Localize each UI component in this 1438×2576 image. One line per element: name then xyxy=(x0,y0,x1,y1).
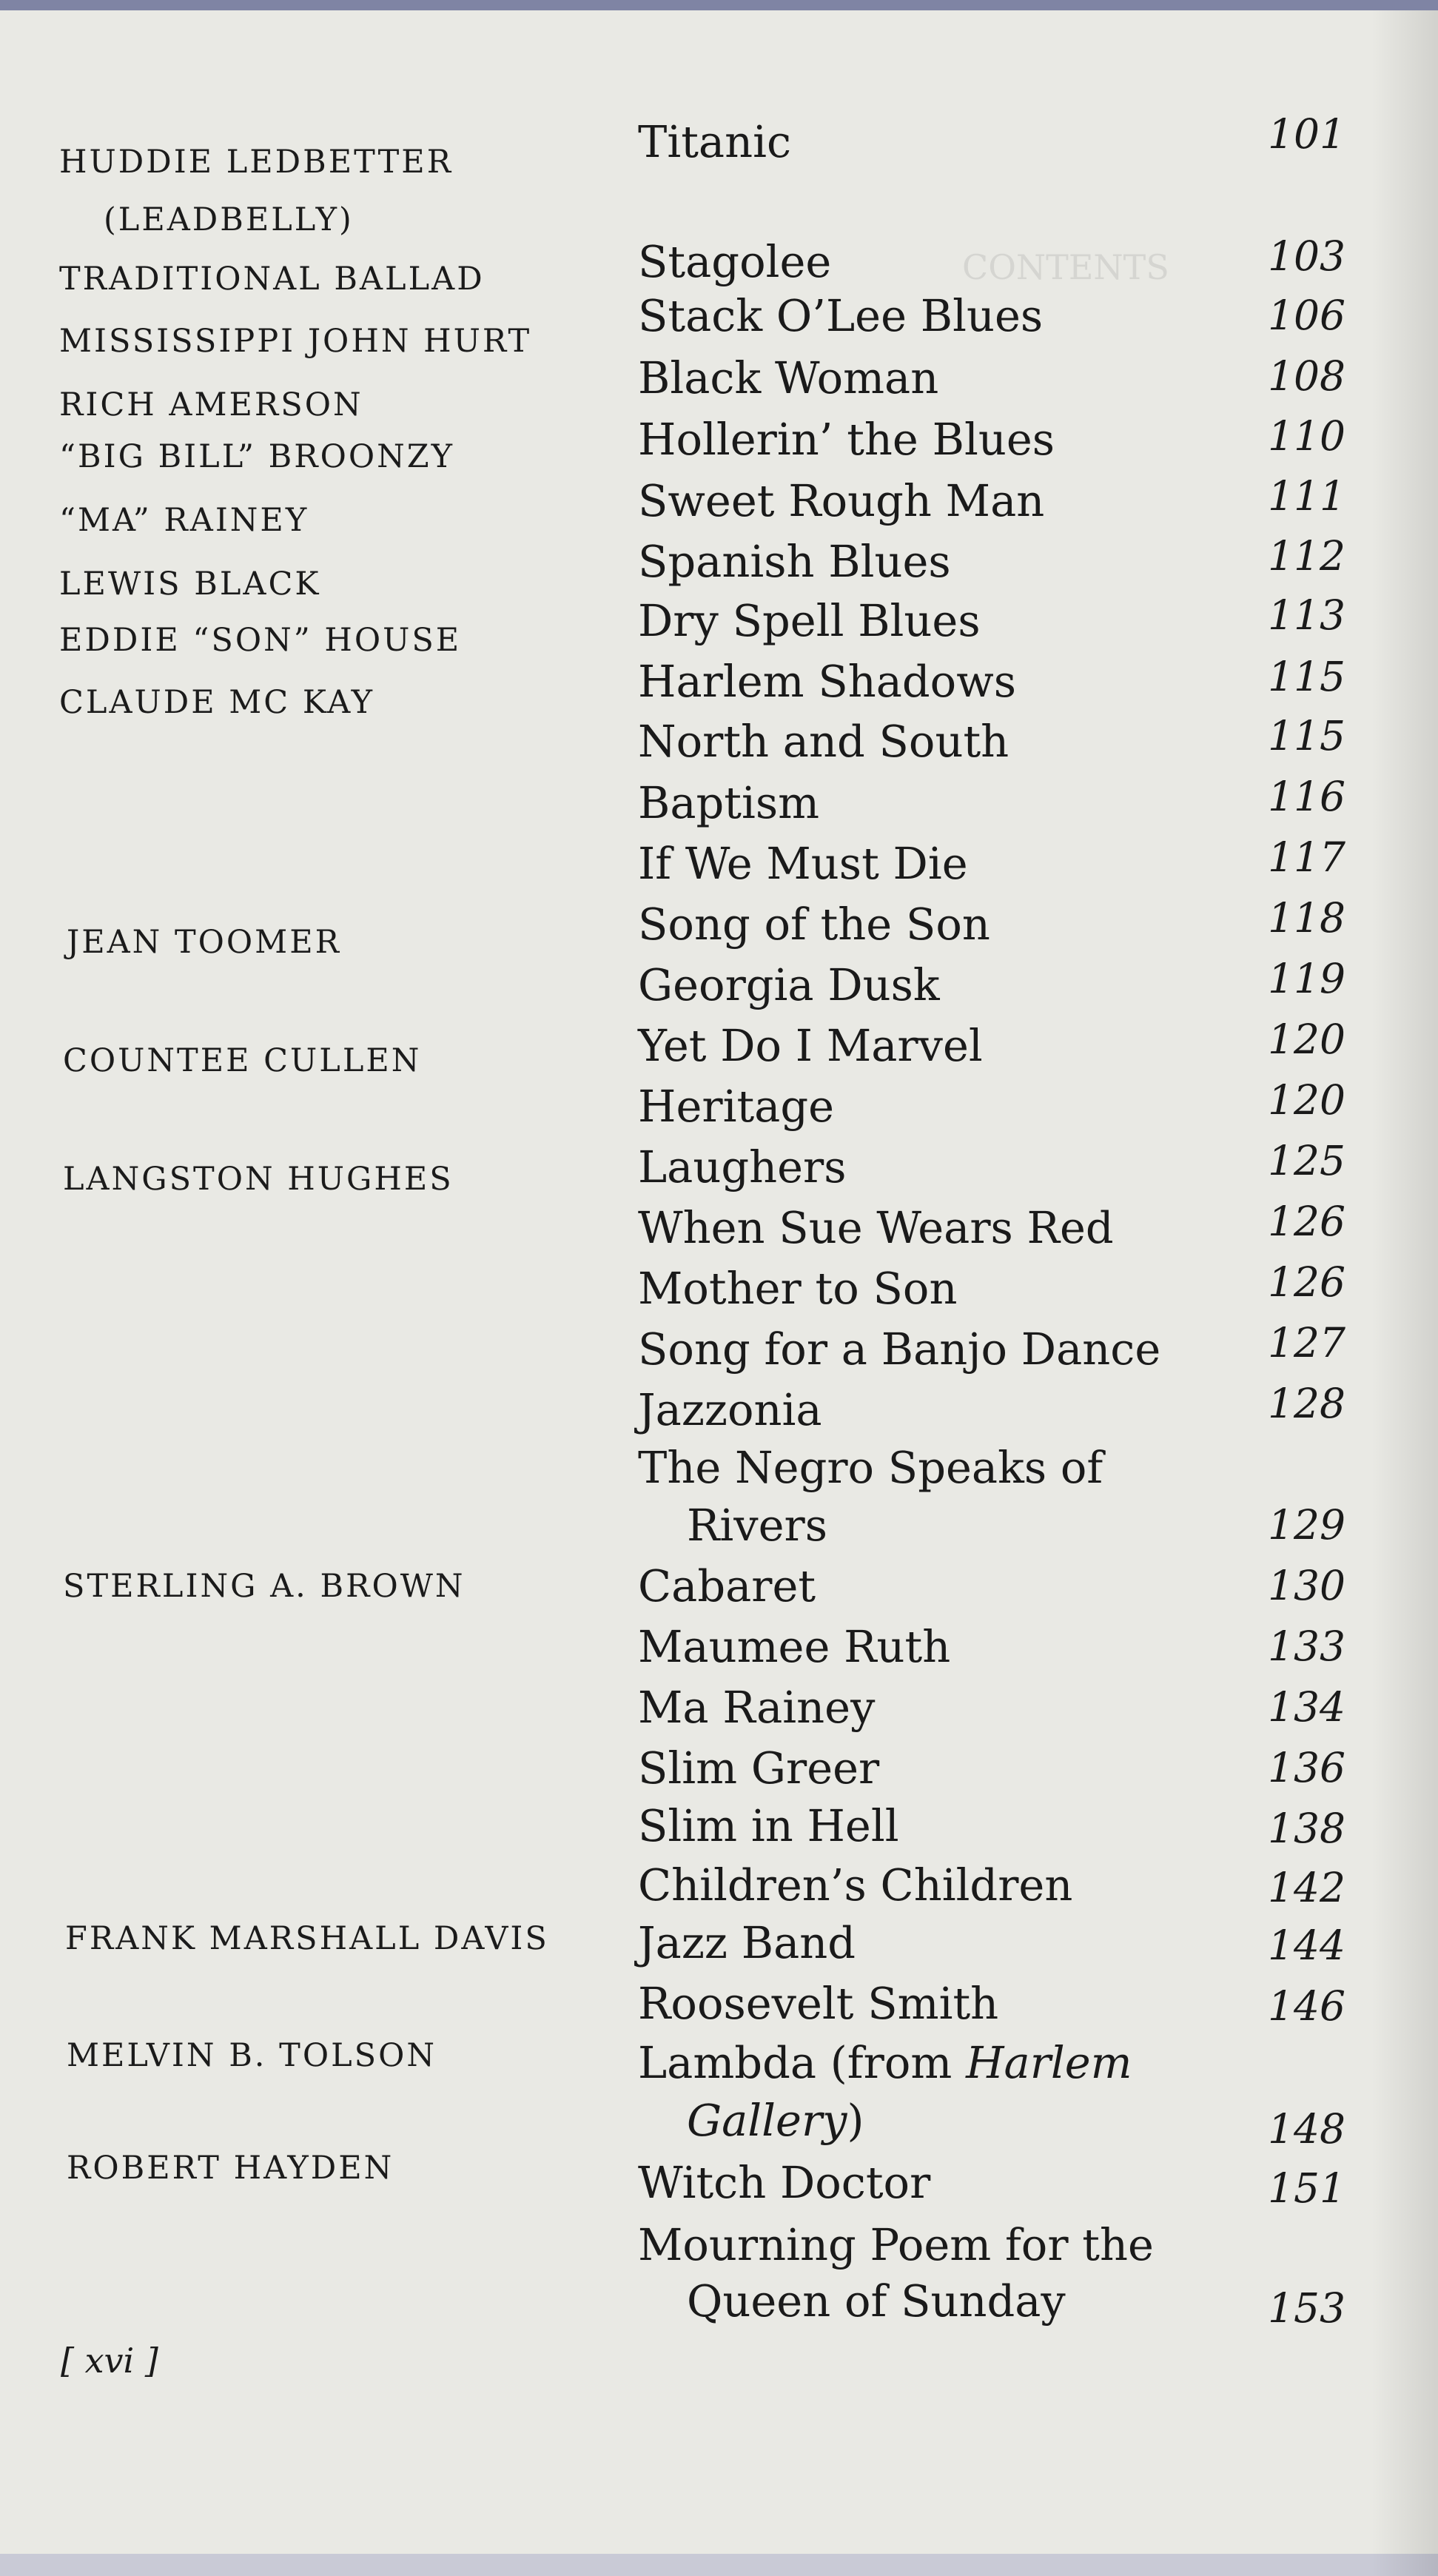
author-traditional-ballad: TRADITIONAL BALLAD xyxy=(59,261,485,298)
entry-page: 113 xyxy=(1268,591,1345,639)
author-jean-toomer: JEAN TOOMER xyxy=(67,924,341,961)
author-sterling-brown: STERLING A. BROWN xyxy=(63,1568,466,1605)
entry-title: Song for a Banjo Dance xyxy=(638,1324,1161,1375)
entry-page: 120 xyxy=(1268,1016,1345,1063)
entry-title-continued: Queen of Sunday xyxy=(687,2275,1066,2327)
entry-title: Yet Do I Marvel xyxy=(638,1020,983,1071)
entry-title: Cabaret xyxy=(638,1560,816,1611)
entry-title: Ma Rainey xyxy=(638,1682,876,1733)
bleed-through-text: CONTENTS xyxy=(962,247,1169,287)
entry-title: Spanish Blues xyxy=(638,536,951,587)
entry-page: 106 xyxy=(1268,292,1345,339)
entry-page: 110 xyxy=(1268,412,1345,460)
entry-title-close: ) xyxy=(847,2095,864,2146)
entry-title: Jazz Band xyxy=(638,1917,856,1968)
entry-page: 128 xyxy=(1268,1380,1345,1427)
entry-title: Georgia Dusk xyxy=(638,959,940,1010)
entry-page: 153 xyxy=(1268,2284,1345,2332)
entry-page: 116 xyxy=(1268,773,1345,820)
entry-title: Dry Spell Blues xyxy=(638,595,981,646)
entry-title-continued-line xyxy=(687,2095,864,2146)
entry-title: When Sue Wears Red xyxy=(638,1202,1114,1253)
entry-title: Black Woman xyxy=(638,352,939,403)
author-langston-hughes: LANGSTON HUGHES xyxy=(63,1161,454,1198)
entry-page: 146 xyxy=(1268,1982,1345,2030)
entry-title: Slim Greer xyxy=(638,1743,880,1794)
author-claude-mckay: CLAUDE MC KAY xyxy=(59,684,374,721)
entry-title-line xyxy=(638,2037,1132,2088)
entry-title: Mourning Poem for the xyxy=(638,2219,1154,2270)
entry-title-continued: Gallery xyxy=(687,2095,847,2146)
entry-page: 130 xyxy=(1268,1562,1345,1609)
entry-page: 101 xyxy=(1268,110,1345,158)
entry-page: 111 xyxy=(1268,472,1345,520)
entry-title: The Negro Speaks of xyxy=(638,1442,1103,1493)
entry-page: 115 xyxy=(1268,712,1345,759)
entry-page: 118 xyxy=(1268,894,1345,942)
entry-page: 125 xyxy=(1268,1137,1345,1184)
entry-page: 151 xyxy=(1268,2164,1345,2212)
entry-page: 142 xyxy=(1268,1864,1345,1911)
page-folio: [ xvi ] xyxy=(61,2341,158,2381)
entry-page: 117 xyxy=(1268,833,1345,881)
author-eddie-son-house: EDDIE “SON” HOUSE xyxy=(59,622,462,659)
entry-title: Baptism xyxy=(638,777,820,828)
entry-title: Jazzonia xyxy=(638,1384,822,1435)
entry-title: If We Must Die xyxy=(638,838,968,889)
entry-title: Maumee Ruth xyxy=(638,1621,951,1672)
entry-title: Sweet Rough Man xyxy=(638,475,1045,526)
entry-title: Heritage xyxy=(638,1081,835,1132)
author-rich-amerson: RICH AMERSON xyxy=(59,386,363,423)
entry-page: 119 xyxy=(1268,955,1345,1002)
entry-page: 138 xyxy=(1268,1805,1345,1852)
entry-title: Slim in Hell xyxy=(638,1800,899,1851)
author-countee-cullen: COUNTEE CULLEN xyxy=(63,1042,422,1079)
entry-title: North and South xyxy=(638,716,1009,767)
entry-page: 112 xyxy=(1268,532,1345,580)
author-lewis-black: LEWIS BLACK xyxy=(59,566,321,603)
entry-title: Roosevelt Smith xyxy=(638,1978,999,2029)
author-melvin-tolson: MELVIN B. TOLSON xyxy=(67,2037,437,2074)
entry-title: Witch Doctor xyxy=(638,2157,931,2208)
entry-title: Lambda (from xyxy=(638,2037,952,2088)
entry-title: Hollerin’ the Blues xyxy=(638,414,1055,465)
entry-page: 148 xyxy=(1268,2105,1345,2153)
entry-title: Children’s Children xyxy=(638,1859,1073,1911)
entry-page: 134 xyxy=(1268,1683,1345,1731)
author-leadbelly: (LEADBELLY) xyxy=(104,201,354,238)
author-mississippi-john-hurt: MISSISSIPPI JOHN HURT xyxy=(59,323,532,360)
entry-title: Mother to Son xyxy=(638,1263,958,1314)
entry-page: 120 xyxy=(1268,1076,1345,1124)
author-robert-hayden: ROBERT HAYDEN xyxy=(67,2150,394,2187)
author-big-bill-broonzy: “BIG BILL” BROONZY xyxy=(59,438,454,475)
entry-title: Stack O’Lee Blues xyxy=(638,290,1044,341)
entry-page: 136 xyxy=(1268,1744,1345,1791)
entry-page: 103 xyxy=(1268,232,1345,280)
entry-title-continued: Rivers xyxy=(687,1500,828,1551)
entry-page: 108 xyxy=(1268,352,1345,400)
entry-page: 126 xyxy=(1268,1198,1345,1245)
entry-title: Harlem Shadows xyxy=(638,656,1016,707)
author-frank-marshall-davis: FRANK MARSHALL DAVIS xyxy=(65,1920,549,1957)
entry-page: 115 xyxy=(1268,653,1345,700)
entry-title: Song of the Son xyxy=(638,899,990,950)
entry-title: Laughers xyxy=(638,1141,847,1193)
entry-title-italic: Harlem xyxy=(966,2037,1132,2088)
entry-page: 126 xyxy=(1268,1258,1345,1306)
author-huddie-ledbetter: HUDDIE LEDBETTER xyxy=(59,144,454,181)
author-ma-rainey: “MA” RAINEY xyxy=(59,502,309,539)
entry-page: 133 xyxy=(1268,1623,1345,1670)
entry-page: 127 xyxy=(1268,1319,1345,1366)
entry-page: 129 xyxy=(1268,1501,1345,1549)
entry-page: 144 xyxy=(1268,1922,1345,1969)
entry-title: Stagolee xyxy=(638,236,832,287)
entry-title: Titanic xyxy=(638,116,792,167)
